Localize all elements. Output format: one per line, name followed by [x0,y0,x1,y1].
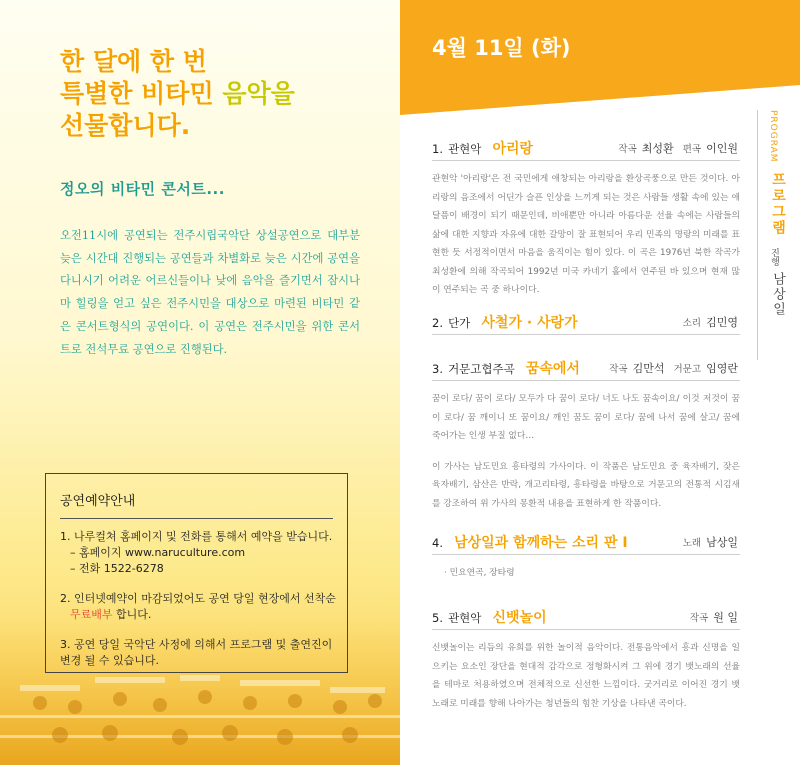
headline [60,46,295,142]
credit-name: 최성환 [641,142,674,155]
host-name: 남상일 [770,272,785,317]
item-genre: 거문고협주곡 [448,362,515,376]
credit-name: 이인원 [706,142,738,155]
program-item-4 [432,532,740,595]
reservation-item-2 [60,591,340,623]
item-description [432,639,740,713]
program-side-label [768,110,794,360]
item-description [432,170,740,300]
program-item-header [432,312,740,335]
item-credits [683,534,738,550]
credit-label: 작곡 [618,144,637,155]
credit-label: 소리 [682,318,702,329]
description-text: · 민요연곡, 장타령 [444,568,515,578]
intro-paragraph: 오전11시에 공연되는 전주시립국악단 상설공연으로 대부분 늦은 시간대 진행되는 공연들과 차별화로 늦은 시간에 공연을 다니시기 어려운 어르신들이나 낮에 음악을 즐기면서 잠시나마 힐링을 얻고 싶은 전주시민을 대상으로 마련된 비타민 같은 콘서트형식의 공연이다. 이 공연은 전주시민을 위한 콘서트로 전석무료 공연으로 진행된다. [60,229,360,356]
item-title: 아리랑 [492,141,534,157]
reservation-title: 공연예약안내 [60,494,136,509]
program-item-2 [432,312,740,335]
program-kr: 프로그램 [770,172,786,236]
item-title: 남상일과 함께하는 소리 판 Ⅰ [454,535,628,551]
program-item-3 [432,358,740,525]
headline-line-2 [60,78,295,110]
lyrics-text: 꿈이 로다/ 꿈이 로다/ 모두가 다 꿈이 로다/ 너도 나도 꿈속이요/ 이것 저것이 꿈이 로다/ 꿈 깨이니 또 꿈이요/ 깨인 꿈도 꿈이 로다/ 꿈에 나서 꿈에 살고/ 꿈에 죽어가는 인생 부질 없다… [432,394,740,441]
reservation-item-1-text: 1. 나루컬쳐 홈페이지 및 전화를 통해서 예약을 받습니다. [60,530,333,543]
reservation-item-2b-line [60,607,340,623]
item-credits [618,140,738,156]
item-number: 4. [432,536,443,550]
item-title: 꿈속에서 [525,361,580,377]
item-credits [609,360,738,376]
item-credits [683,314,738,330]
credit-name: 김만석 [632,362,665,375]
program-item-header [432,532,740,555]
item-genre: 관현악 [448,142,482,156]
item-genre: 관현악 [448,611,482,625]
concert-date: 4월 11일 (화) [432,36,571,60]
reservation-item-2a: 2. 인터넷예약이 마감되었어도 공연 당일 현장에서 선착순 [60,592,336,605]
box-divider [60,518,333,519]
item-credits [690,609,738,625]
item-title: 사철가 · 사랑가 [481,315,578,331]
credit-label: 거문고 [673,364,702,375]
credit-label: 작곡 [609,364,628,375]
item-description [432,564,740,583]
reservation-list [60,529,340,683]
item-number: 5. [432,611,443,625]
item-description [432,390,740,513]
item-number: 2. [432,316,443,330]
reservation-info-box [45,473,348,673]
program-item-5 [432,607,740,725]
description-text: 신뱃놀이는 리듬의 유희를 위한 놀이적 음악이다. 전통음악에서 흥과 신명을 일으키는 요소인 장단을 현대적 감각으로 정형화시켜 그 위에 경기 뱃노래의 선율을 테마로 처용하였으며 전체적으로 신선한 느낌이다. 굿거리로 이어진 경기 뱃노래로 미래를 향해 나아가는 청년들의 힘찬 기상을 나타낸 곡이다. [432,643,740,709]
program-item-1 [432,138,740,312]
credit-label: 노래 [682,538,702,549]
credit-name: 원 일 [713,611,738,624]
item-number: 3. [432,362,443,376]
credit-label: 작곡 [689,613,709,624]
credit-label: 편곡 [682,144,702,155]
description-text: 이 가사는 남도민요 흥타령의 가사이다. 이 작품은 남도민요 중 육자배기, 잦은 육자배기, 삼산은 반락, 개고리타령, 흥타령을 바탕으로 거문고의 전통적 시김새를 강조하여 위 가사의 몽환적 내용을 표현하게 한 작품이다. [432,461,740,509]
credit-name: 임영란 [706,362,738,375]
reservation-phone: – 전화 1522-6278 [70,562,164,575]
item-number: 1. [432,142,443,156]
headline-highlight: 음악을 [222,79,295,108]
program-item-header [432,138,740,161]
side-divider [757,110,758,360]
headline-line-2a: 특별한 비타민 [60,79,223,108]
credit-name: 김민영 [706,316,738,329]
reservation-item-2b: 합니다. [112,608,152,621]
host-label: 진행 [769,248,779,266]
program-item-header [432,358,740,381]
credit-name: 남상일 [706,536,738,549]
reservation-website: – 홈페이지 www.naruculture.com [70,546,246,559]
banner-tail [400,85,800,115]
description-text: 관현악 '아리랑'은 전 국민에게 애창되는 아리랑을 환상곡풍으로 만든 것이다. 아리랑의 음조에서 어딘가 슬픈 인상을 느끼게 되는 것은 사람들 생활 속에 있는 애달픔이 배경이 되기 때문인데, 비애뿐만 아니라 아름다운 선율 속에는 사람들의 삶에 대한 지향과 자유에 대한 갈망이 잘 표현되어 우리 민족의 명랑의 미래를 표현한 듯 서정적이면서 마음을 움직이는 힘이 있다. 이 곡은 1976년 북한 작곡가 최성환에 의해 작곡되어 1992년 미국 카네기 홀에서 연주된 바 있으며 현재 많이 연주되는 곡 중 하나이다. [432,174,740,295]
program-item-header [432,607,740,630]
subheading: 정오의 비타민 콘서트... [60,180,225,198]
headline-line-1: 한 달에 한 번 [60,47,207,76]
headline-line-3: 선물합니다. [60,111,191,140]
reservation-item-3: 3. 공연 당일 국악단 사정에 의해서 프로그램 및 출연진이 변경 될 수 있습니다. [60,638,333,667]
reservation-item-1 [60,529,340,577]
item-title: 신뱃놀이 [492,610,547,626]
free-distribution-label: 무료배부 [70,608,113,621]
program-en: PROGRAM [768,110,778,163]
item-genre: 단가 [448,316,471,330]
